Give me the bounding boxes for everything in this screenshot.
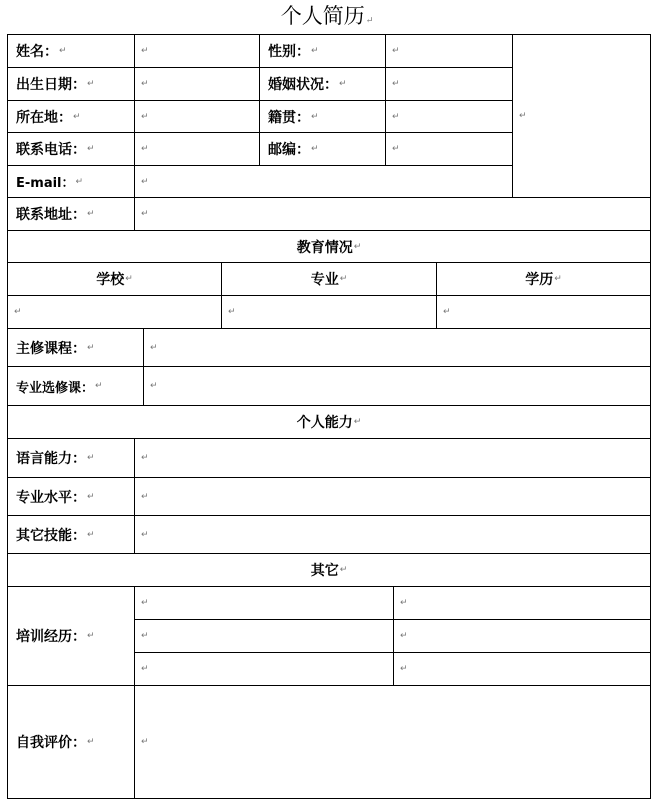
training-field[interactable]: ↵ bbox=[134, 652, 394, 686]
postcode-label: 邮编： ↵ bbox=[259, 132, 386, 166]
name-field[interactable]: ↵ bbox=[134, 34, 260, 68]
abilities-heading: 个人能力 ↵ bbox=[7, 405, 651, 439]
gender-label: 性别： ↵ bbox=[259, 34, 386, 68]
other-skills-field[interactable]: ↵ bbox=[134, 515, 651, 554]
training-field[interactable]: ↵ bbox=[393, 586, 651, 620]
elective-courses-field[interactable]: ↵ bbox=[143, 366, 651, 406]
location-field[interactable]: ↵ bbox=[134, 100, 260, 133]
marital-status-label: 婚姻状况： ↵ bbox=[259, 67, 386, 101]
photo-box[interactable]: ↵ bbox=[512, 34, 651, 198]
elective-courses-label: 专业选修课： ↵ bbox=[7, 366, 144, 406]
other-heading: 其它 ↵ bbox=[7, 553, 651, 587]
major-field[interactable]: ↵ bbox=[221, 295, 437, 329]
address-label: 联系地址： ↵ bbox=[7, 197, 135, 231]
phone-field[interactable]: ↵ bbox=[134, 132, 260, 166]
training-field[interactable]: ↵ bbox=[393, 619, 651, 653]
gender-field[interactable]: ↵ bbox=[385, 34, 513, 68]
school-column-header: 学校 ↵ bbox=[7, 262, 222, 296]
native-place-label: 籍贯： ↵ bbox=[259, 100, 386, 133]
birth-date-field[interactable]: ↵ bbox=[134, 67, 260, 101]
language-ability-field[interactable]: ↵ bbox=[134, 438, 651, 478]
training-field[interactable]: ↵ bbox=[134, 586, 394, 620]
email-label: E-mail： ↵ bbox=[7, 165, 135, 198]
training-label: 培训经历： ↵ bbox=[7, 586, 135, 686]
postcode-field[interactable]: ↵ bbox=[385, 132, 513, 166]
language-ability-label: 语言能力： ↵ bbox=[7, 438, 135, 478]
degree-column-header: 学历 ↵ bbox=[436, 262, 651, 296]
training-field[interactable]: ↵ bbox=[134, 619, 394, 653]
professional-level-label: 专业水平： ↵ bbox=[7, 477, 135, 516]
other-skills-label: 其它技能： ↵ bbox=[7, 515, 135, 554]
birth-date-label: 出生日期： ↵ bbox=[7, 67, 135, 101]
training-field[interactable]: ↵ bbox=[393, 652, 651, 686]
address-field[interactable]: ↵ bbox=[134, 197, 651, 231]
self-evaluation-label: 自我评价： ↵ bbox=[7, 685, 135, 799]
native-place-field[interactable]: ↵ bbox=[385, 100, 513, 133]
self-evaluation-field[interactable]: ↵ bbox=[134, 685, 651, 799]
page-title: 个人简历↵ bbox=[280, 4, 374, 28]
marital-status-field[interactable]: ↵ bbox=[385, 67, 513, 101]
major-column-header: 专业 ↵ bbox=[221, 262, 437, 296]
school-field[interactable]: ↵ bbox=[7, 295, 222, 329]
location-label: 所在地： ↵ bbox=[7, 100, 135, 133]
education-heading: 教育情况 ↵ bbox=[7, 230, 651, 263]
degree-field[interactable]: ↵ bbox=[436, 295, 651, 329]
professional-level-field[interactable]: ↵ bbox=[134, 477, 651, 516]
phone-label: 联系电话： ↵ bbox=[7, 132, 135, 166]
name-label: 姓名： ↵ bbox=[7, 34, 135, 68]
email-field[interactable]: ↵ bbox=[134, 165, 513, 198]
major-courses-field[interactable]: ↵ bbox=[143, 328, 651, 367]
major-courses-label: 主修课程： ↵ bbox=[7, 328, 144, 367]
